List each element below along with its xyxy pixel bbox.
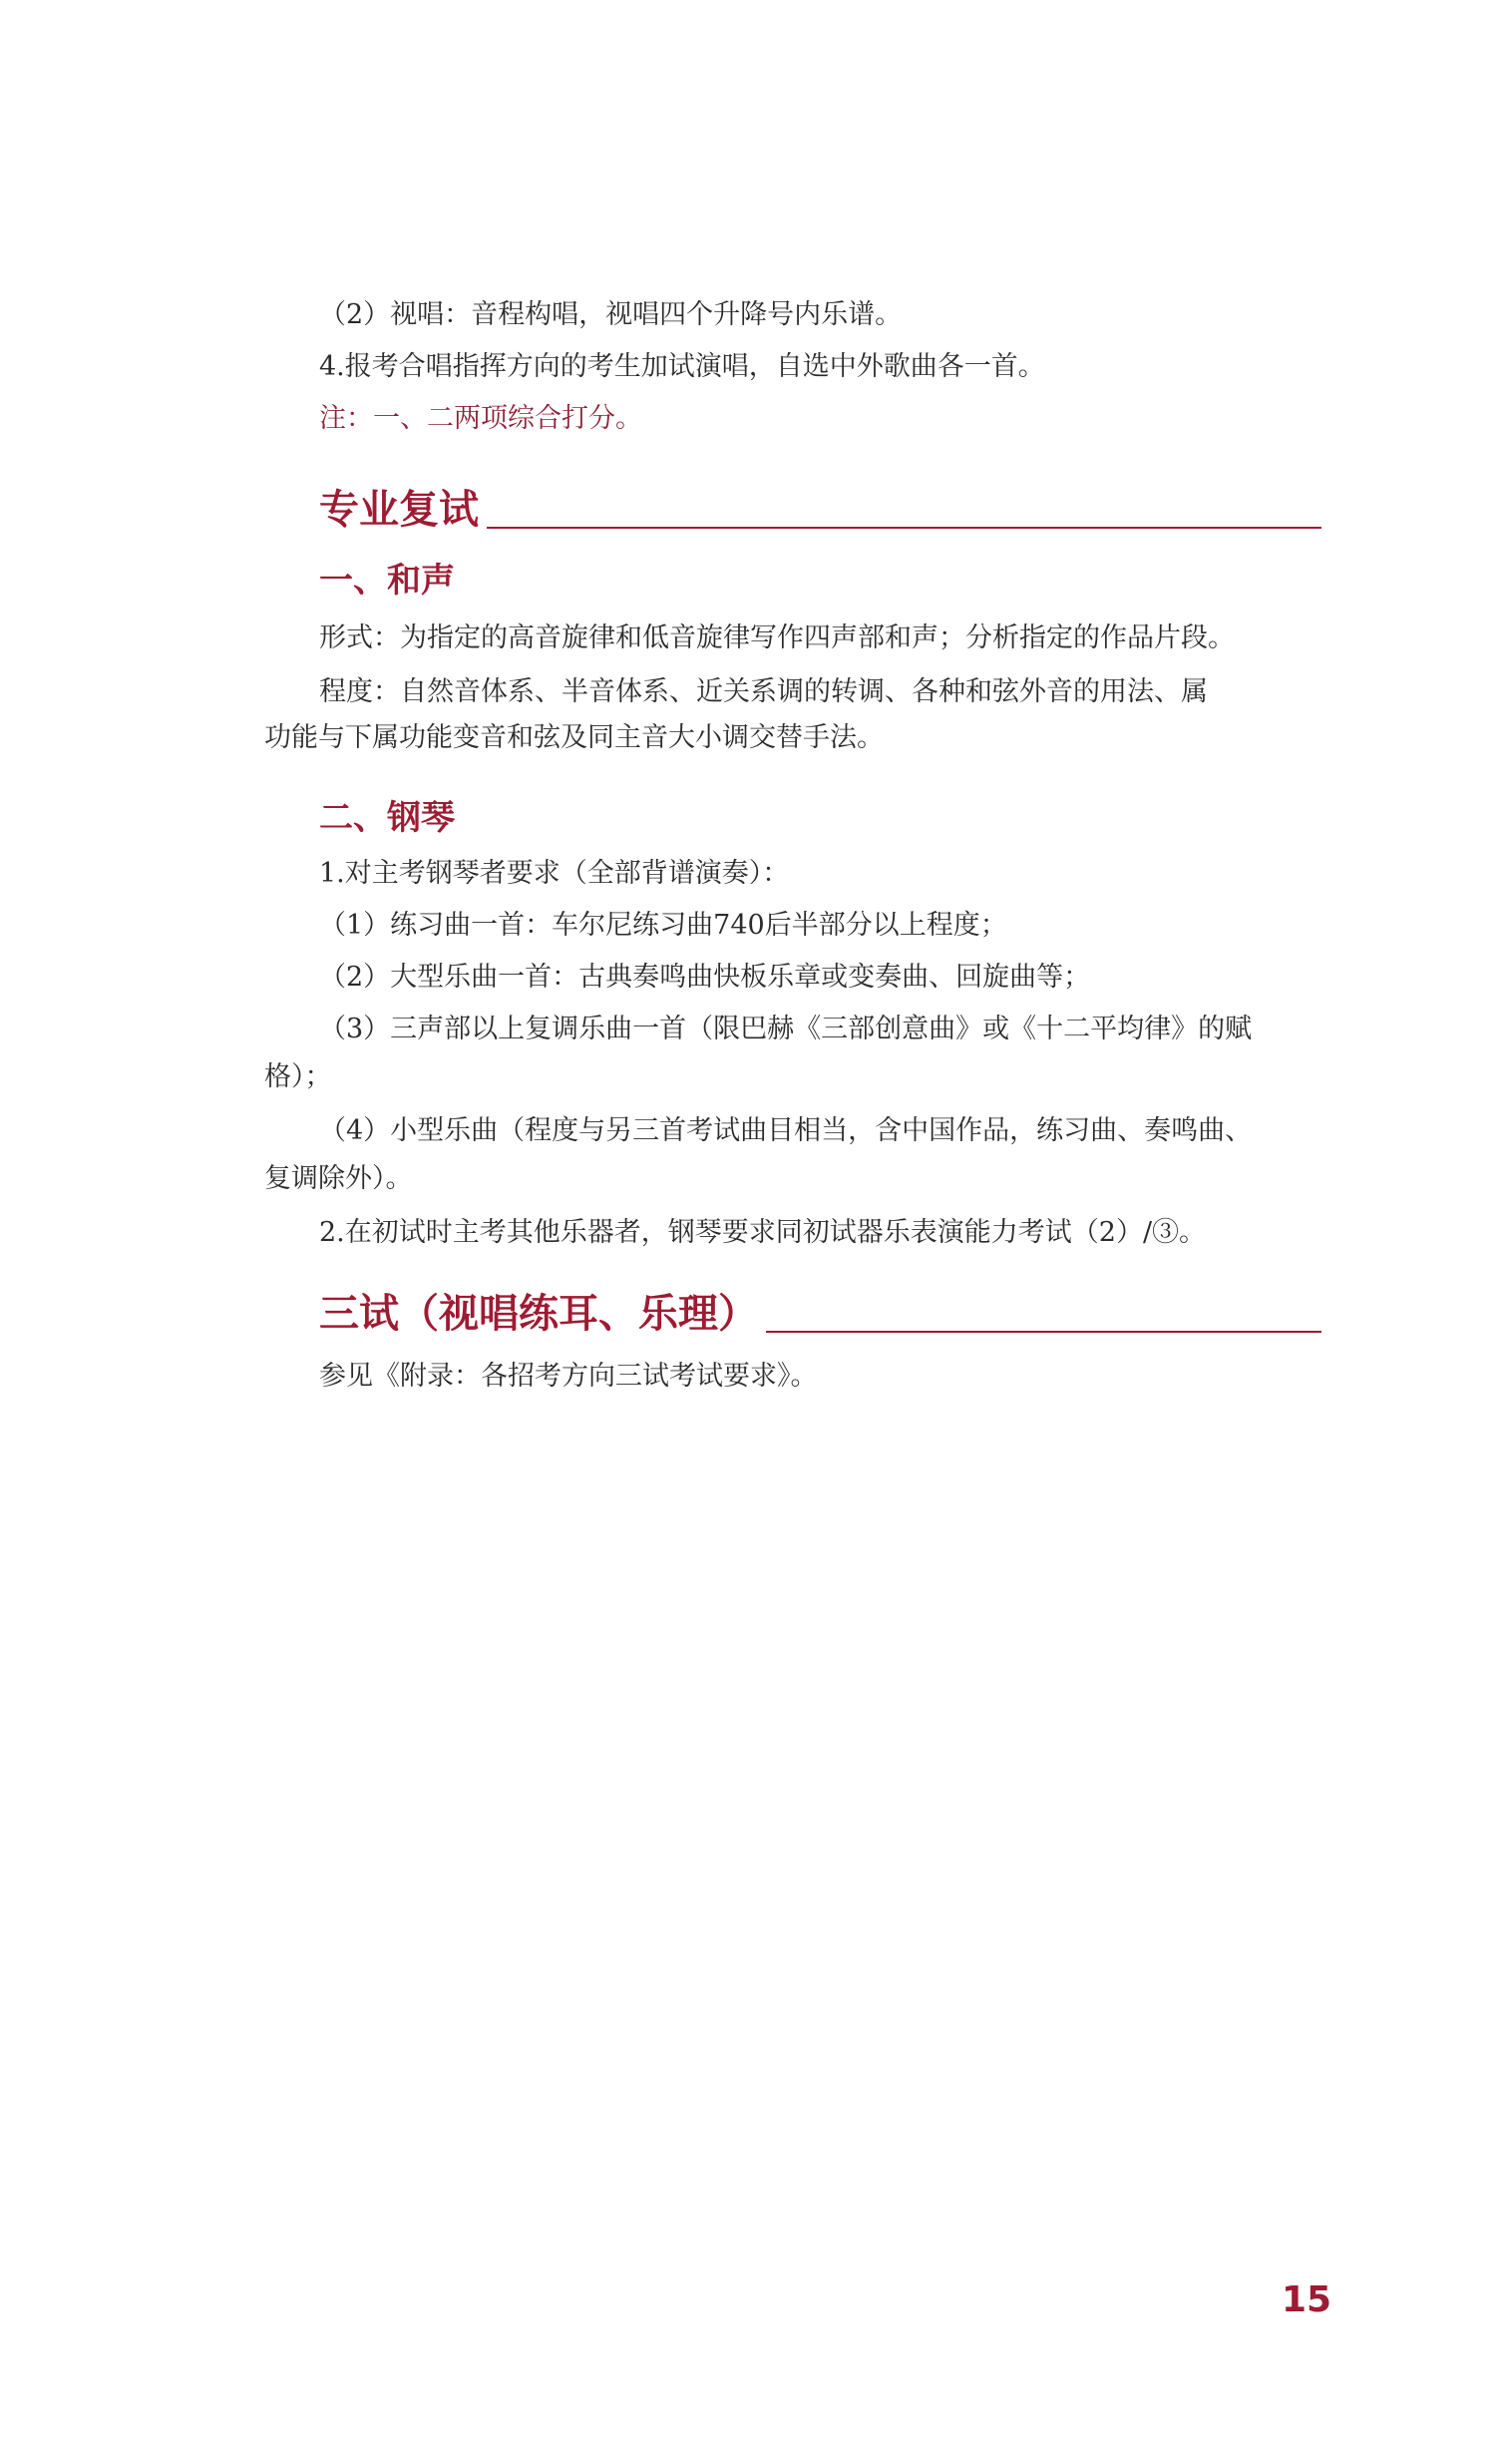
paragraph-harmony-degree: 程度：自然音体系、半音体系、近关系调的转调、各种和弦外音的用法、属 xyxy=(319,676,1208,707)
list-item-small-piece-cont: 复调除外）。 xyxy=(264,1163,413,1194)
section-heading-sanshi xyxy=(319,1283,1321,1339)
document-page xyxy=(264,0,1321,2464)
list-item-large-piece: （2）大型乐曲一首：古典奏鸣曲快板乐章或变奏曲、回旋曲等； xyxy=(319,962,1091,993)
list-item-small-piece: （4）小型乐曲（程度与另三首考试曲目相当，含中国作品，练习曲、奏鸣曲、 xyxy=(319,1115,1253,1146)
heading-rule xyxy=(766,1331,1321,1333)
paragraph-note: 注：一、二两项综合打分。 xyxy=(319,403,642,434)
paragraph-other-instruments: 2.在初试时主考其他乐器者，钢琴要求同初试器乐表演能力考试（2）/③。 xyxy=(319,1217,1207,1248)
subheading-harmony: 一、和声 xyxy=(319,561,455,601)
paragraph-appendix-reference: 参见《附录：各招考方向三试考试要求》。 xyxy=(319,1361,818,1392)
paragraph-harmony-degree-cont: 功能与下属功能变音和弦及同主音大小调交替手法。 xyxy=(264,722,884,753)
list-item-polyphony: （3）三声部以上复调乐曲一首（限巴赫《三部创意曲》或《十二平均律》的赋 xyxy=(319,1014,1253,1044)
section-title: 专业复试 xyxy=(319,487,479,533)
paragraph-harmony-form: 形式：为指定的高音旋律和低音旋律写作四声部和声；分析指定的作品片段。 xyxy=(319,622,1235,653)
subheading-piano: 二、钢琴 xyxy=(319,798,455,838)
paragraph-piano-requirement: 1.对主考钢琴者要求（全部背谱演奏）： xyxy=(319,858,790,889)
section-heading-fushi xyxy=(319,479,1321,535)
list-item-polyphony-cont: 格）； xyxy=(264,1061,332,1092)
section-title: 三试（视唱练耳、乐理） xyxy=(319,1291,758,1337)
heading-rule xyxy=(487,527,1321,529)
paragraph-sight-singing: （2）视唱：音程构唱，视唱四个升降号内乐谱。 xyxy=(319,299,903,330)
page-number: 15 xyxy=(1282,2279,1332,2320)
paragraph-choral-conducting: 4.报考合唱指挥方向的考生加试演唱，自选中外歌曲各一首。 xyxy=(319,351,1045,382)
list-item-etude: （1）练习曲一首：车尔尼练习曲740后半部分以上程度； xyxy=(319,910,1007,941)
